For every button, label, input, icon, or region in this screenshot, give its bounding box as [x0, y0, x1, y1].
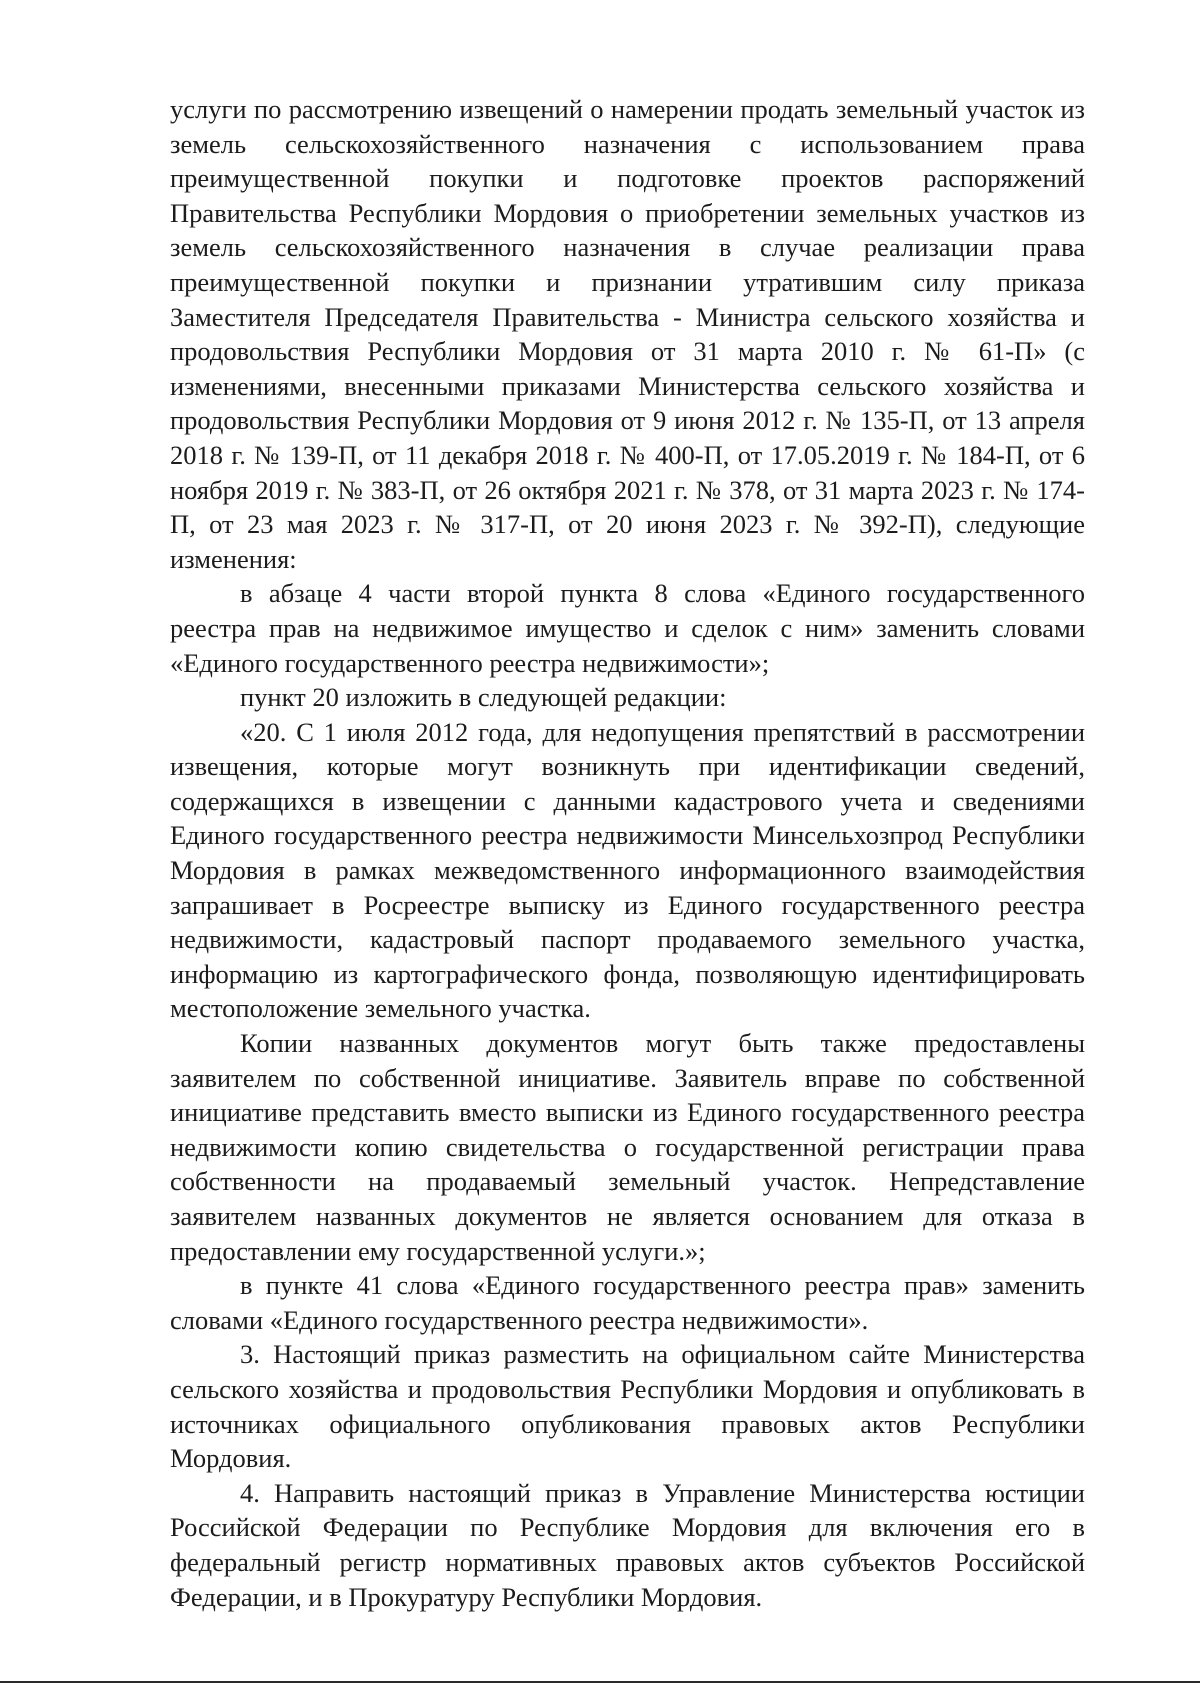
paragraph-continuation: услуги по рассмотрению извещений о намерении продать земельный участок из земель сельскохозяйственного назначения с использованием права преимущественной покупки и подготовке проектов распоряжений Правительства Республики Мордовия о приобретении земельных участков из земель сельскохозяйственного назначения в случае реализации права преимущественной покупки и признании утратившим силу приказа Заместителя Председателя Правительства - Министра сельского хозяйства и продовольствия Республики Мордовия от 31 марта 2010 г. № 61-П» (с изменениями, внесенными приказами Министерства сельского хозяйства и продовольствия Республики Мордовия от 9 июня 2012 г. № 135-П, от 13 апреля 2018 г. № 139-П, от 11 декабря 2018 г. № 400-П, от 17.05.2019 г. № 184-П, от 6 ноября 2019 г. № 383-П, от 26 октября 2021 г. № 378, от 31 марта 2023 г. № 174-П, от 23 мая 2023 г. № 317-П, от 20 июня 2023 г. № 392-П), следующие изменения:: [170, 94, 1085, 574]
paragraph-item-20-text: «20. С 1 июля 2012 года, для недопущения препятствий в рассмотрении извещения, которые могут возникнуть при идентификации сведений, содержащихся в извещении с данными кадастрового учета и сведениями Единого государственного реестра недвижимости Минсельхозпрод Республики Мордовия в рамках межведомственного информационного взаимодействия запрашивает в Росреестре выписку из Единого государственного реестра недвижимости, кадастровый паспорт продаваемого земельного участка, информацию из картографического фонда, позволяющую идентифицировать местоположение земельного участка.: [170, 716, 1085, 1024]
paragraph-section-4: 4. Направить настоящий приказ в Управление Министерства юстиции Российской Федерации по Республике Мордовия для включения его в федеральный регистр нормативных правовых актов субъектов Российской Федерации, и в Прокуратуру Республики Мордовия.: [170, 1477, 1085, 1612]
paragraph-copies-of-documents: Копии названных документов могут быть также предоставлены заявителем по собственной инициативе. Заявитель вправе по собственной инициативе представить вместо выписки из Единого государственного реестра недвижимости копию свидетельства о государственной регистрации права собственности на продаваемый земельный участок. Непредставление заявителем названных документов не является основанием для отказа в предоставлении ему государственной услуги.»;: [170, 1028, 1085, 1266]
document-body: [170, 92, 1085, 1614]
paragraph-section-3: 3. Настоящий приказ разместить на официальном сайте Министерства сельского хозяйства и продовольствия Республики Мордовия и опубликовать в источниках официального опубликования правовых актов Республики Мордовия.: [170, 1339, 1085, 1474]
paragraph-amendment-item-41: в пункте 41 слова «Единого государственного реестра прав» заменить словами «Единого государственного реестра недвижимости».: [170, 1270, 1085, 1335]
paragraph-item-20-intro: пункт 20 изложить в следующей редакции:: [240, 682, 727, 713]
paragraph-amendment-item-8: в абзаце 4 части второй пункта 8 слова «Единого государственного реестра прав на недвижимое имущество и сделок с ним» заменить словами «Единого государственного реестра недвижимости»;: [170, 578, 1085, 678]
page-bottom-rule: [0, 1681, 1200, 1683]
